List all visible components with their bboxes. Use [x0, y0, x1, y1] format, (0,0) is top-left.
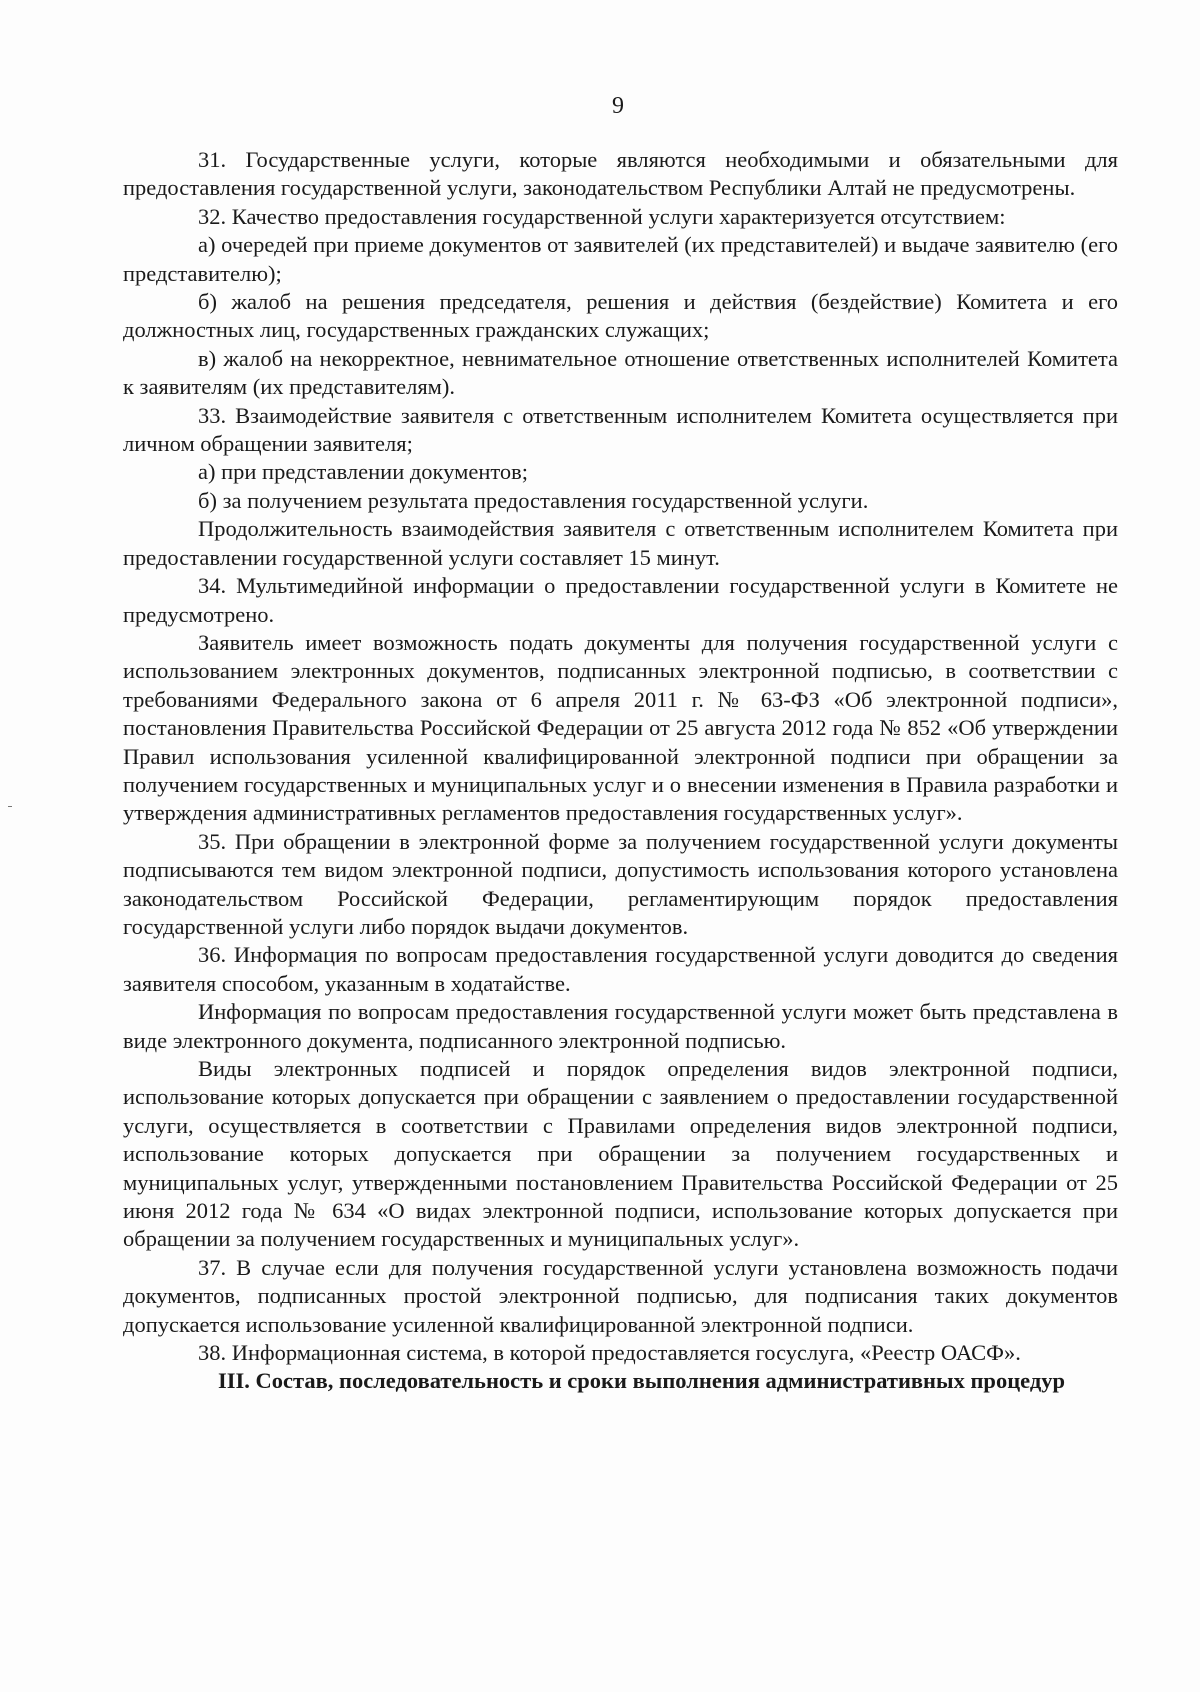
- paragraph-32: 32. Качество предоставления государственной услуги характеризуется отсутствием:: [198, 203, 1006, 229]
- paragraph-32-v: в) жалоб на некорректное, невнимательное отношение ответственных исполнителей Комитета к заявителям (их представителям).: [123, 345, 1118, 400]
- section-heading: III. Состав, последовательность и сроки выполнения административных процедур: [218, 1368, 1065, 1394]
- paragraph-32-b: б) жалоб на решения председателя, решения и действия (бездействие) Комитета и его должностных лиц, государственных гражданских служащих;: [123, 289, 1118, 343]
- paragraph-36-signature-types: Виды электронных подписей и порядок определения видов электронной подписи, использование которых допускается при обращении с заявлением о предоставлении государственной услуги, осуществляется в соответствии с Правилами определения видов электронной подписи, использование которых допускается при обращении за получением государственных и муниципальных услуг, утвержденными постановлением Правительства Российской Федерации от 25 июня 2012 года № 634 «О видах электронной подписи, использование которых допускается при обращении за получением государственных и муниципальных услуг».: [123, 1056, 1118, 1252]
- document-body: [123, 146, 1118, 1396]
- paragraph-33: 33. Взаимодействие заявителя с ответственным исполнителем Комитета осуществляется при личном обращении заявителя;: [123, 402, 1118, 457]
- paragraph-34: 34. Мультимедийной информации о предоставлении государственной услуги в Комитете не предусмотрено.: [123, 573, 1118, 627]
- paragraph-34-electronic: Заявитель имеет возможность подать документы для получения государственной услуги с использованием электронных документов, подписанных электронной подписью, в соответствии с требованиями Федерального закона от 6 апреля 2011 г. № 63-ФЗ «Об электронной подписи», постановления Правительства Российской Федерации от 25 августа 2012 года № 852 «Об утверждении Правил использования усиленной квалифицированной электронной подписи при обращении за получением государственных и муниципальных услуг и о внесении изменения в Правила разработки и утверждения административных регламентов предоставления государственных услуг».: [123, 629, 1118, 826]
- page-number: 9: [612, 93, 624, 119]
- paragraph-38: 38. Информационная система, в которой предоставляется госуслуга, «Реестр ОАСФ».: [198, 1340, 1021, 1366]
- paragraph-33-a: а) при представлении документов;: [198, 459, 529, 485]
- paragraph-36-info: Информация по вопросам предоставления государственной услуги может быть представлена в виде электронного документа, подписанного электронной подписью.: [123, 999, 1118, 1053]
- paragraph-33-b: б) за получением результата предоставления государственной услуги.: [198, 487, 869, 513]
- paragraph-37: 37. В случае если для получения государственной услуги установлена возможность подачи документов, подписанных простой электронной подписью, для подписания таких документов допускается использование усиленной квалифицированной электронной подписи.: [123, 1254, 1118, 1337]
- paragraph-32-a: а) очередей при приеме документов от заявителей (их представителей) и выдаче заявителю (его представителю);: [123, 232, 1118, 286]
- paragraph-36: 36. Информация по вопросам предоставления государственной услуги доводится до сведения заявителя способом, указанным в ходатайстве.: [123, 942, 1118, 996]
- paragraph-31: 31. Государственные услуги, которые являются необходимыми и обязательными для предоставления государственной услуги, законодательством Республики Алтай не предусмотрены.: [123, 147, 1118, 201]
- paragraph-33-duration: Продолжительность взаимодействия заявителя с ответственным исполнителем Комитета при предоставлении государственной услуги составляет 15 минут.: [123, 516, 1118, 570]
- scan-mark: [8, 806, 12, 807]
- paragraph-35: 35. При обращении в электронной форме за получением государственной услуги документы подписываются тем видом электронной подписи, допустимость использования которого установлена законодательством Российской Федерации, регламентирующим порядок предоставления государственной услуги либо порядок выдачи документов.: [123, 828, 1118, 939]
